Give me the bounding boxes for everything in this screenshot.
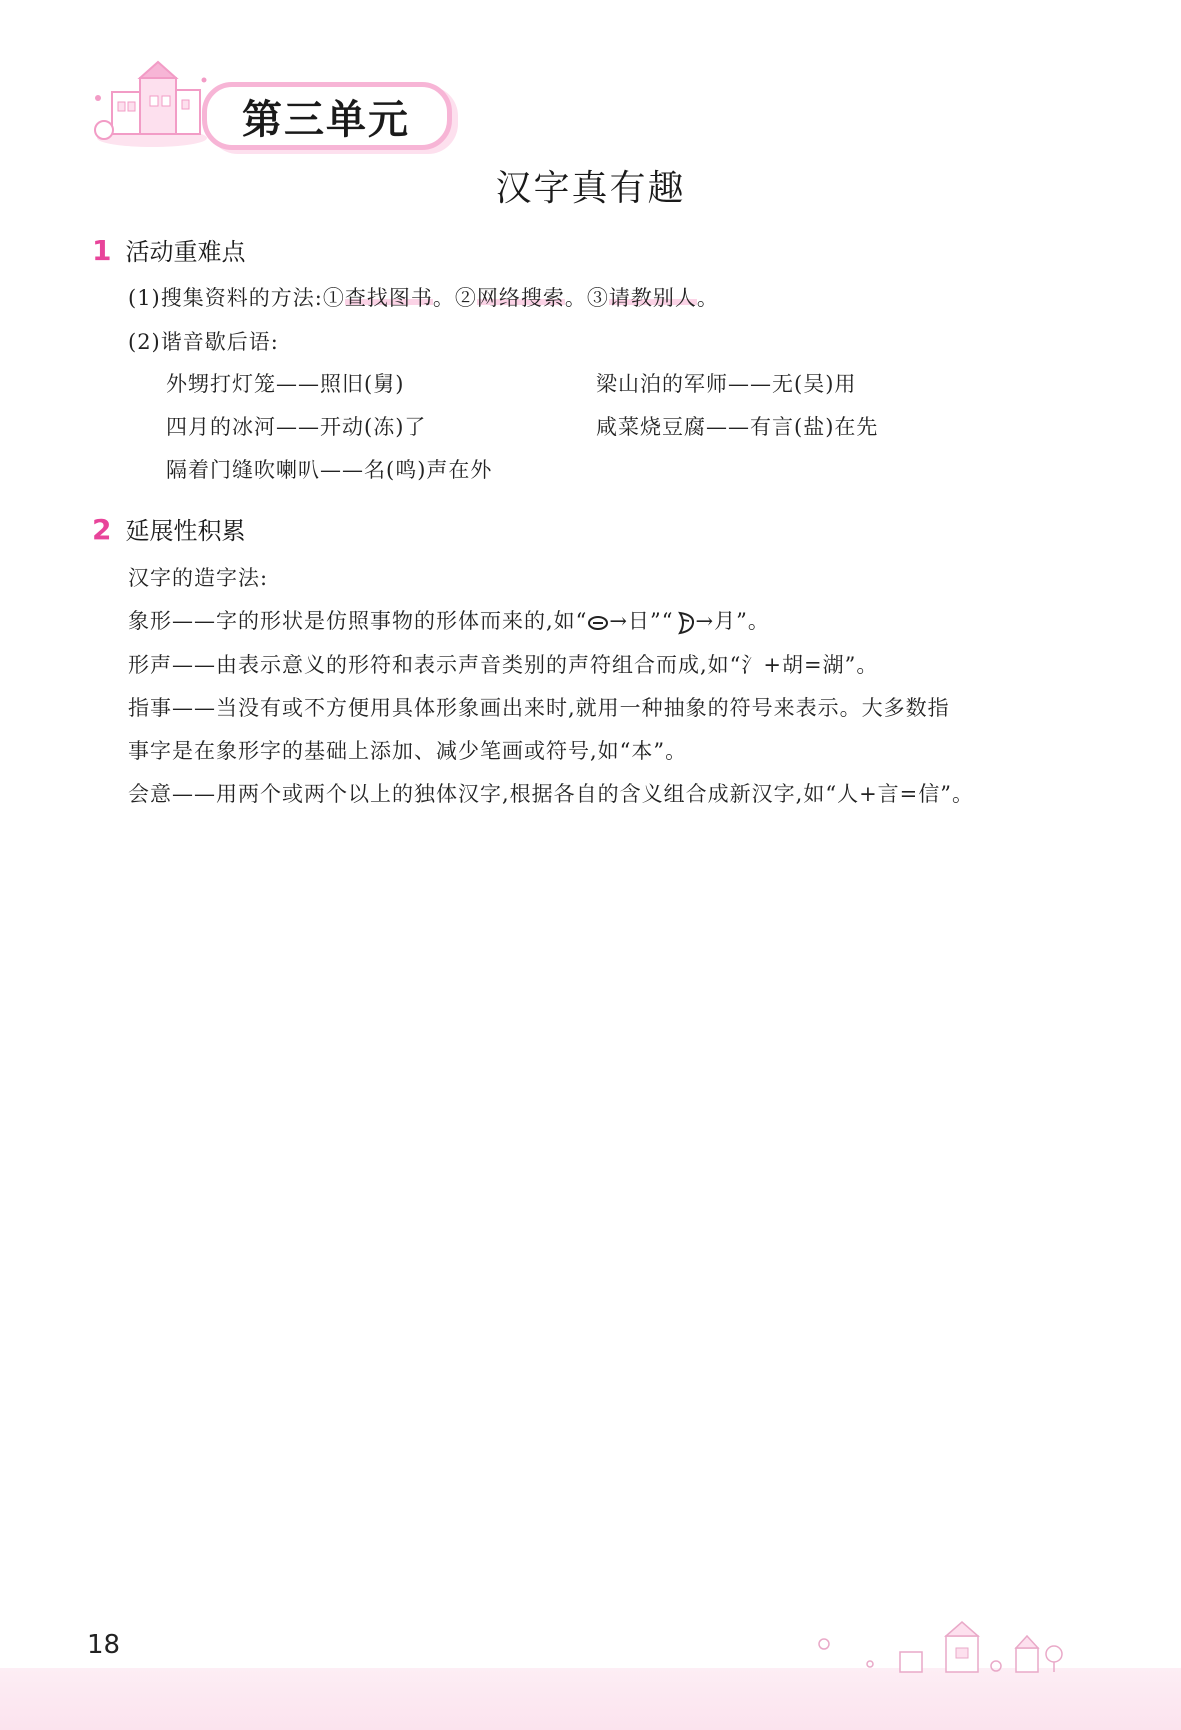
xingsheng-line: 形声——由表示意义的形符和表示声音类别的声符组合而成,如“氵+胡=湖”。 xyxy=(128,653,879,677)
huiyi-line: 会意——用两个或两个以上的独体汉字,根据各自的含义组合成新汉字,如“人+言=信”。 xyxy=(128,782,975,806)
xiangxing-line xyxy=(128,605,770,635)
method-2: 网络搜索 xyxy=(476,286,565,310)
page-number: 18 xyxy=(87,1630,121,1660)
method-1: 查找图书 xyxy=(344,286,433,310)
xiehouyu-item: 外甥打灯笼——照旧(舅) xyxy=(166,372,405,396)
xiangxing-text: →日”“ xyxy=(609,609,674,633)
xiehouyu-label: (2)谐音歇后语: xyxy=(128,330,279,354)
section-2-title: 延展性积累 xyxy=(125,517,246,545)
methods-line xyxy=(128,282,719,312)
method-3-number: ③ xyxy=(586,286,609,310)
xiehouyu-item: 梁山泊的军师——无(吴)用 xyxy=(596,372,857,396)
section-1-title: 活动重难点 xyxy=(125,238,246,266)
xiehouyu-item: 四月的冰河——开动(冻)了 xyxy=(166,415,427,439)
method-separator: 。 xyxy=(432,286,455,310)
zhishi-line-2: 事字是在象形字的基础上添加、减少笔画或符号,如“本”。 xyxy=(128,739,688,763)
unit-banner xyxy=(92,60,462,150)
town-illustration-icon xyxy=(810,1618,1070,1678)
section-1-heading xyxy=(92,232,245,267)
method-end: 。 xyxy=(696,286,719,310)
section-1-number: 1 xyxy=(92,234,112,267)
xiangxing-text: 象形——字的形状是仿照事物的形体而来的,如“ xyxy=(128,609,588,633)
ancient-moon-glyph-icon xyxy=(674,611,696,635)
lesson-title: 汉字真有趣 xyxy=(495,168,686,209)
method-3: 请教别人 xyxy=(608,286,697,310)
unit-title: 第三单元 xyxy=(242,97,410,143)
xiangxing-text: →月”。 xyxy=(695,609,770,633)
section-2-heading xyxy=(92,511,245,546)
method-separator: 。 xyxy=(564,286,587,310)
formation-intro: 汉字的造字法: xyxy=(128,566,269,590)
section-2-number: 2 xyxy=(92,513,112,546)
xiehouyu-item: 咸菜烧豆腐——有言(盐)在先 xyxy=(596,415,879,439)
zhishi-line-1: 指事——当没有或不方便用具体形象画出来时,就用一种抽象的符号来表示。大多数指 xyxy=(128,696,950,720)
method-1-number: ① xyxy=(322,286,345,310)
xiehouyu-item: 隔着门缝吹喇叭——名(鸣)声在外 xyxy=(166,458,493,482)
methods-prefix: (1)搜集资料的方法: xyxy=(128,286,323,310)
method-2-number: ② xyxy=(454,286,477,310)
ancient-sun-glyph-icon xyxy=(587,615,609,631)
